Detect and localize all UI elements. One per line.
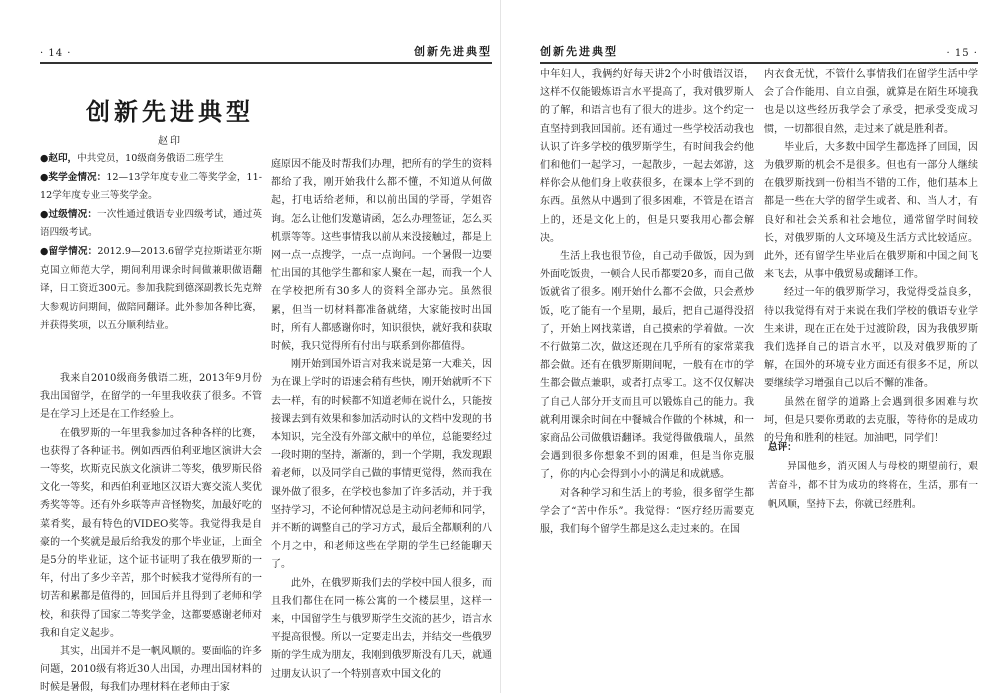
right-running-head — [540, 42, 978, 64]
right-page — [540, 0, 978, 693]
left-page-number: · 14 · — [40, 48, 72, 59]
paragraph: 生活上我也很节俭，自己动手做饭，因为到外面吃饭贵，一顿合人民币都要20多，而自己做饭就省了很多。刚开始什么都不会做，只会煮炒饭，吃了能有一个星期，最后，把自己逼得没招了，开始上网找菜谱，自己摸索的学着做。一次不行做第二次，做这还现在几乎所有的家常菜我都会做。还有在俄罗斯期间呢，一般有在市的学生都会做点兼职，或者打点零工。这不仅仅解决了自己人部分开支而且可以锻炼自己的能力。我就利用课余时间在中餐城合作做的个林城，和一家商品公司做俄语翻译。我觉得做俄瑞人，虽然会遇到很多你想象不到的困难，但是当你克服了，你的内心会得到小小的满足和成就感。 — [540, 251, 754, 481]
paragraph: 此外，在俄罗斯我们去的学校中国人很多，而且我们都住在同一栋公寓的一个楼层里，这样一来，中国留学生与俄罗斯学生交流的甚少，语言水平提高很慢。所以一定要走出去，并结交一些俄罗斯的学生成为朋友，我刚到俄罗斯没有几天，就通过朋友认识了一个特别喜欢中国文化的 — [271, 577, 492, 680]
left-column-2 — [271, 156, 492, 684]
profile-item: ●赵印，中共党员，10级商务俄语二班学生 — [40, 153, 224, 164]
paragraph: 我来自2010级商务俄语二班，2013年9月份我出国留学，在留学的一年里我收获了很多。不管是在学习上还是在工作经验上。 — [40, 373, 262, 421]
paragraph: 中年妇人，我俩约好每天讲2个小时俄语汉语，这样不仅能锻炼语言水平提高了，我对俄罗斯人的了解，和语言也有了很大的进步。这个约定一直坚持到我回国前。还有通过一些学校活动我也认识了许多学校的俄罗斯学生，有时间我会约他们和他们一起学习，一起散步，一起去郊游，这样你会从他们身上收获很多，在课本上学不到的东西。虽然从中遇到了很多困难，不管是在语言上的，还是文化上的，但是只要我用心都会解决。 — [540, 69, 754, 244]
comment-label: 总评： — [768, 442, 797, 453]
profile-item: ●奖学金情况：12—13学年度专业二等奖学金，11-12学年度专业三等奖学金。 — [40, 171, 262, 202]
right-page-number: · 15 · — [946, 48, 978, 59]
paragraph: 庭原因不能及时帮我们办理，把所有的学生的资料都给了我，刚开始我什么都不懂，不知道从何做起，打电话给老师，和以前出国的学哥，学姐咨询。怎么让他们发邀请函，怎么办理签证，怎么买机票等等。这些事情我以前从来没接触过，都是上网一点一点搜学，一点一点询问。一个暑假一边要忙出国的其他学生都和家人聚在一起，而我一个人在学校把所有30多人的资料全部办完。虽然很累，但当一切材料都准备就绪，大家能按时出国时，所有人都感谢你时，知识很快，就好我和获取时候，我只觉得所有付出与联系到你都值得。 — [271, 159, 492, 353]
paragraph: 经过一年的俄罗斯学习，我觉得受益良多，待以我觉得有对于来说在我们学校的俄语专业学生来讲，现在正在处于过渡阶段，因为我俄罗斯我们选择自己的语言水平，以及对俄罗斯的了解，在国外的环境专业方面还有很多不足，所以要继续学习增强自己以后不懈的准备。 — [764, 287, 978, 390]
article-author: 赵印 — [158, 136, 182, 147]
paragraph: 其实，出国并不是一帆风顺的。要面临的许多问题，2010级有将近30人出国，办理出国材料的时候是暑假，每我们办理材料在老师由于家 — [40, 646, 262, 694]
paragraph: 刚开始到国外语言对我来说是第一大难关，因为在课上学时的语速会稍有些快，刚开始就听不下去一样，有的时候都不知道老师在说什么，只能按接课去到有效果和参加活动时认的文档中发现的书本知识，完全没有外部文献中的单位，总能要经过一段时期的坚持，渐渐的，到一个学期，我发现跟着老师，以及同学自己做的事情更觉得，然而我在课外做了很多，在学校也参加了许多活动，并于我坚持学习，不论何种情况总是主动问老师和同学，并不断的调整自己的学习方式，最后全都顺利的八个月之中，和老师这些在学期的学生已经能聊天了。 — [271, 359, 492, 571]
student-profile — [40, 150, 262, 336]
article-title: 创新先进典型 — [86, 98, 254, 126]
page-gutter — [500, 0, 501, 693]
paragraph: 虽然在留学的道路上会遇到很多困难与坎坷，但是只要你勇敢的去克服，等待你的是成功的号角和胜利的桂冠。加油吧，同学们！ — [764, 396, 978, 445]
profile-item: ●过级情况：一次性通过俄语专业四级考试，通过英语四级考试。 — [40, 208, 263, 239]
paragraph: 在俄罗斯的一年里我参加过各种各样的比赛，也获得了各种证书。例如西西伯利亚地区演讲大会一等奖，坎斯克民族文化演讲二等奖，俄罗斯民俗文化一等奖，和西伯利亚地区汉语大赛交流人奖优秀奖等等。还有外乡联等声音怪物奖，加最好吃的菜肴奖，最有特色的VIDEO奖等。我觉得我是自豪的一个奖就是最后给我发的那个毕业证，上面全是5分的毕业证，这个证书证明了我在俄罗斯的一年，付出了多少辛苦，那个时候我才觉得所有的一切苦和累都是值得的，回国后并且得到了老师和学校，和获得了国家二等奖学金，这都要感谢老师对我和自定义起步。 — [40, 427, 262, 639]
left-running-head — [40, 42, 492, 64]
left-page — [40, 0, 492, 693]
paragraph: 毕业后，大多数中国学生都选择了回国，因为俄罗斯的机会不是很多。但也有一部分人继续在俄罗斯找到一份相当不错的工作，他们基本上都是一些在大学的留学生或者、和、当人才，有良好和社会关系和社会地位，通常留学时间较长，对俄罗斯的人文环境及生活方式比较适应。此外，还有留学生毕业后在俄罗斯和中国之间飞来飞去，从事中俄贸易或翻译工作。 — [764, 141, 978, 281]
left-section-header: 创新先进典型 — [414, 45, 492, 58]
right-section-header: 创新先进典型 — [540, 45, 618, 58]
left-column-1 — [40, 370, 262, 698]
right-column-2 — [764, 66, 978, 448]
paragraph: 对各种学习和生活上的考验，很多留学生都学会了“苦中作乐”。我觉得：“医疗经历需要克服，我们每个留学生都是这么走过来的。在国 — [540, 487, 754, 536]
comment-text: 异国他乡，消灭困人与母校的期望前行，艰苦奋斗，都不甘为成功的终将在，生活，那有一帆风顺，坚持下去，你就已经胜利。 — [768, 461, 978, 510]
profile-item: ●留学情况：2012.9—2013.6留学克拉斯诺亚尔斯克国立师范大学，期间利用课余时间做兼职做语翻译，日工资近300元。参加我院到德深副教长先克辩大参观访问期间，做陪同翻译。此外参加各种比赛，并获得奖项，以五分顺利结业。 — [40, 245, 262, 332]
editor-comment — [768, 438, 978, 514]
paragraph: 内衣食无忧，不管什么事情我们在留学生活中学会了合作能用、自立自强，就算是在陌生环境我也是以这些经历我学会了承受，把承受变成习惯，一切都很自然，走过来了就是胜利者。 — [764, 69, 978, 135]
right-column-1 — [540, 66, 754, 539]
